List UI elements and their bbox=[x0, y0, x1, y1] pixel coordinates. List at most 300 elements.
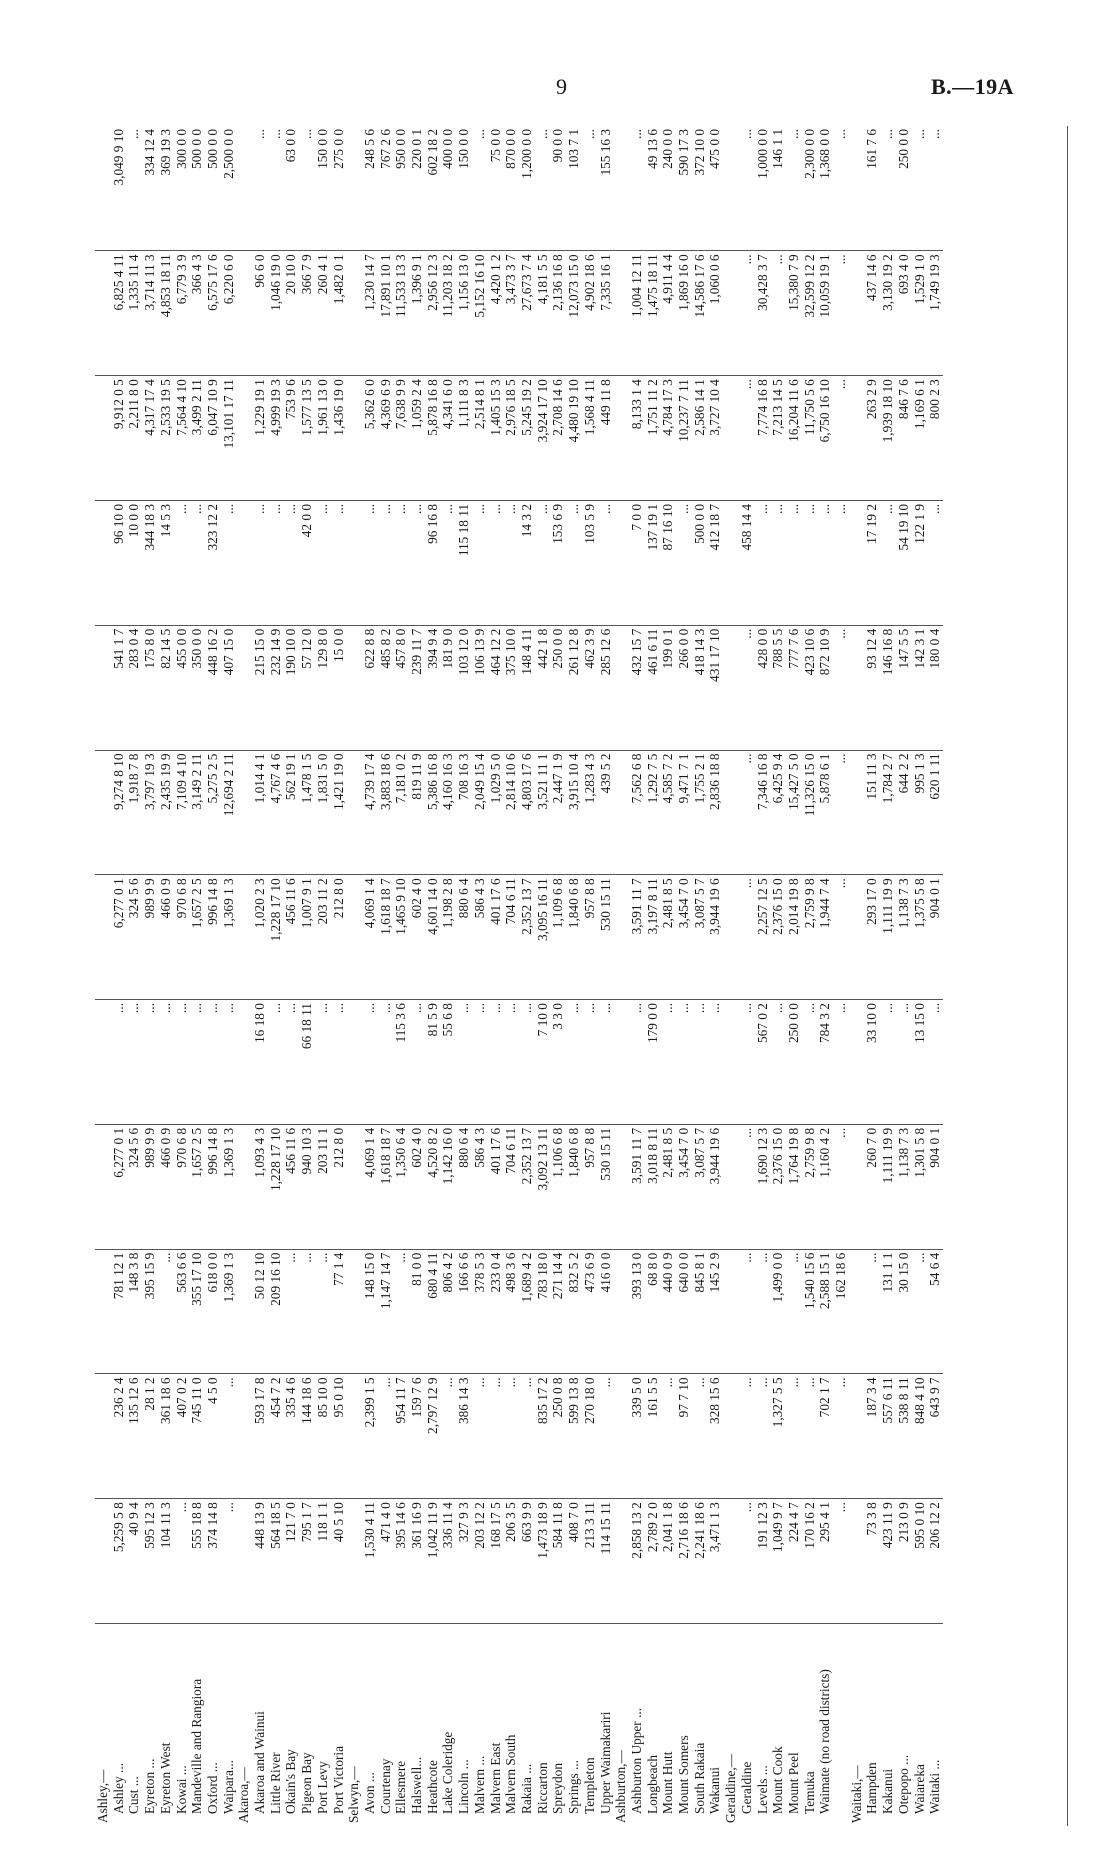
table-cell bbox=[849, 376, 865, 501]
table-row bbox=[707, 126, 723, 1826]
table-row bbox=[142, 126, 158, 1826]
table-cell: 2,976 18 5 bbox=[503, 376, 519, 501]
table-cell: 432 15 7 bbox=[629, 625, 645, 750]
district-name: Mandeville and Rangiora bbox=[189, 1678, 205, 1814]
table-cell: ... bbox=[503, 1374, 519, 1499]
table-cell: 602 4 0 bbox=[409, 875, 425, 1000]
table-cell: ... bbox=[739, 625, 755, 750]
table-cell: 440 0 9 bbox=[660, 1249, 676, 1374]
table-cell: ... bbox=[833, 875, 849, 1000]
table-cell: 704 6 11 bbox=[503, 875, 519, 1000]
district-name: Waimate (no road districts) bbox=[817, 1669, 833, 1814]
table-cell: 7,562 6 8 bbox=[629, 750, 645, 875]
table-row bbox=[488, 126, 504, 1826]
table-cell: 13 15 0 bbox=[912, 1000, 928, 1125]
table-cell: 250 0 0 bbox=[896, 126, 912, 251]
district-name bbox=[833, 1624, 849, 1827]
table-cell: ... bbox=[739, 1374, 755, 1499]
table-cell: 704 6 11 bbox=[503, 1124, 519, 1249]
table-row bbox=[174, 126, 190, 1826]
table-cell bbox=[95, 376, 111, 501]
table-cell bbox=[613, 750, 629, 875]
table-cell: ... bbox=[770, 500, 786, 625]
table-cell: 10 0 0 bbox=[126, 500, 142, 625]
table-cell: 745 11 0 bbox=[189, 1374, 205, 1499]
table-cell: 442 1 8 bbox=[535, 625, 551, 750]
table-cell: 103 7 1 bbox=[566, 126, 582, 251]
table-row bbox=[111, 126, 127, 1826]
district-name: Templeton bbox=[581, 1757, 597, 1814]
table-cell: 439 5 2 bbox=[598, 750, 614, 875]
table-cell: ... bbox=[221, 1499, 237, 1624]
table-cell: 530 15 11 bbox=[598, 1124, 614, 1249]
table-cell: 2,956 12 3 bbox=[425, 251, 441, 376]
table-cell: 374 14 8 bbox=[205, 1499, 221, 1624]
table-cell bbox=[346, 251, 362, 376]
table-cell: 75 0 0 bbox=[488, 126, 504, 251]
district-name: Ashburton,— bbox=[613, 1750, 629, 1823]
table-row bbox=[582, 126, 598, 1826]
table-cell: ... bbox=[221, 1000, 237, 1125]
table-cell: 250 0 8 bbox=[550, 1374, 566, 1499]
table-cell: 845 8 1 bbox=[692, 1249, 708, 1374]
district-name: Eyreton West bbox=[157, 1742, 173, 1814]
table-cell bbox=[346, 376, 362, 501]
table-cell: 1,060 0 6 bbox=[707, 251, 723, 376]
table-cell: 781 12 1 bbox=[111, 1249, 127, 1374]
table-cell: ... bbox=[755, 1249, 771, 1374]
table-cell: 3,944 19 6 bbox=[707, 1124, 723, 1249]
table-cell: 16 18 0 bbox=[252, 1000, 268, 1125]
table-cell: ... bbox=[786, 126, 802, 251]
table-cell: ... bbox=[283, 1249, 299, 1374]
table-cell bbox=[346, 875, 362, 1000]
district-name: Temuka bbox=[801, 1771, 817, 1814]
table-cell: ... bbox=[880, 1000, 896, 1125]
table-row bbox=[880, 126, 896, 1826]
table-cell: ... bbox=[252, 126, 268, 251]
table-cell: 1,540 15 6 bbox=[802, 1249, 818, 1374]
table-row bbox=[252, 126, 268, 1826]
table-cell bbox=[95, 1374, 111, 1499]
table-cell: 372 10 0 bbox=[692, 126, 708, 251]
table-cell: 1,169 6 1 bbox=[912, 376, 928, 501]
table-cell: 3,727 10 4 bbox=[707, 376, 723, 501]
table-cell: 957 8 8 bbox=[582, 1124, 598, 1249]
table-cell: 5,152 16 10 bbox=[472, 251, 488, 376]
table-cell: 593 17 8 bbox=[252, 1374, 268, 1499]
table-cell: ... bbox=[676, 1000, 692, 1125]
table-row bbox=[456, 126, 472, 1826]
table-cell: 103 5 9 bbox=[582, 500, 598, 625]
table-cell: 1,292 7 5 bbox=[645, 750, 661, 875]
table-cell: 1,327 5 5 bbox=[770, 1374, 786, 1499]
table-cell: 412 18 7 bbox=[707, 500, 723, 625]
table-row bbox=[425, 126, 441, 1826]
table-cell: 148 4 11 bbox=[519, 625, 535, 750]
table-cell: 42 0 0 bbox=[299, 500, 315, 625]
table-cell: 28 1 2 bbox=[142, 1374, 158, 1499]
table-cell: 4,341 6 0 bbox=[440, 376, 456, 501]
table-cell: 144 18 6 bbox=[299, 1374, 315, 1499]
table-cell: 97 7 10 bbox=[676, 1374, 692, 1499]
district-name: Lake Coleridge bbox=[440, 1731, 456, 1814]
table-cell: 1,396 9 1 bbox=[409, 251, 425, 376]
table-cell: ... bbox=[488, 1374, 504, 1499]
table-cell: 2,136 16 8 bbox=[550, 251, 566, 376]
table-cell: ... bbox=[378, 1000, 394, 1125]
table-cell: 4,069 1 4 bbox=[362, 875, 378, 1000]
group-header-row bbox=[236, 126, 252, 1826]
table-cell: ... bbox=[503, 1000, 519, 1125]
table-cell: ... bbox=[252, 500, 268, 625]
table-cell: 3,130 19 2 bbox=[880, 251, 896, 376]
table-cell: 806 4 2 bbox=[440, 1249, 456, 1374]
table-cell: ... bbox=[221, 1374, 237, 1499]
district-name: Ellesmere bbox=[393, 1760, 409, 1814]
table-cell: 2,376 15 0 bbox=[770, 1124, 786, 1249]
table-cell: 4,480 19 10 bbox=[566, 376, 582, 501]
table-cell: ... bbox=[315, 500, 331, 625]
table-cell: 162 18 6 bbox=[833, 1249, 849, 1374]
table-cell: 378 5 3 bbox=[472, 1249, 488, 1374]
table-cell: 2,814 10 6 bbox=[503, 750, 519, 875]
district-name: Port Victoria bbox=[330, 1745, 346, 1814]
table-cell: 57 12 0 bbox=[299, 625, 315, 750]
table-cell: 454 7 2 bbox=[268, 1374, 284, 1499]
table-row bbox=[833, 126, 849, 1826]
district-name: Springs ... bbox=[566, 1760, 582, 1814]
rotated-table-wrapper bbox=[95, 126, 1055, 1826]
table-cell: 96 16 8 bbox=[425, 500, 441, 625]
table-cell: 16,204 11 6 bbox=[786, 376, 802, 501]
table-cell bbox=[723, 1124, 739, 1249]
table-cell: 3,924 17 10 bbox=[535, 376, 551, 501]
table-cell: 2,352 13 7 bbox=[519, 875, 535, 1000]
table-cell: 142 3 1 bbox=[912, 625, 928, 750]
table-cell: 324 5 6 bbox=[126, 875, 142, 1000]
table-cell: 168 17 5 bbox=[488, 1499, 504, 1624]
table-cell: 17,891 10 1 bbox=[378, 251, 394, 376]
table-cell: 1,751 11 2 bbox=[645, 376, 661, 501]
table-cell: ... bbox=[739, 1499, 755, 1624]
table-cell: 848 4 10 bbox=[912, 1374, 928, 1499]
table-cell: 2,376 15 0 bbox=[770, 875, 786, 1000]
table-cell bbox=[849, 1249, 865, 1374]
table-cell: 1,369 1 3 bbox=[221, 1124, 237, 1249]
table-cell: ... bbox=[535, 500, 551, 625]
table-cell: 1,577 13 5 bbox=[299, 376, 315, 501]
table-cell: 8,133 1 4 bbox=[629, 376, 645, 501]
table-cell: 4,317 17 4 bbox=[142, 376, 158, 501]
table-cell bbox=[346, 500, 362, 625]
table-cell: ... bbox=[802, 500, 818, 625]
table-cell: 1,350 6 4 bbox=[393, 1124, 409, 1249]
table-cell: 393 13 0 bbox=[629, 1249, 645, 1374]
table-cell: 11,203 18 2 bbox=[440, 251, 456, 376]
table-cell: 191 12 3 bbox=[755, 1499, 771, 1624]
table-cell: 73 3 8 bbox=[864, 1499, 880, 1624]
table-cell: 5,259 5 8 bbox=[111, 1499, 127, 1624]
table-cell: 1,764 19 8 bbox=[786, 1124, 802, 1249]
table-row bbox=[598, 126, 614, 1826]
table-cell: 95 0 10 bbox=[331, 1374, 347, 1499]
table-cell: 240 0 0 bbox=[660, 126, 676, 251]
table-cell bbox=[613, 625, 629, 750]
table-cell bbox=[236, 1374, 252, 1499]
table-cell: 2,399 1 5 bbox=[362, 1374, 378, 1499]
table-cell: 14,586 17 6 bbox=[692, 251, 708, 376]
table-cell: 2,447 1 9 bbox=[550, 750, 566, 875]
table-cell bbox=[236, 126, 252, 251]
table-cell: 115 3 6 bbox=[393, 1000, 409, 1125]
district-name: Geraldine bbox=[738, 1761, 754, 1814]
table-cell: 166 6 6 bbox=[456, 1249, 472, 1374]
table-row bbox=[645, 126, 661, 1826]
table-cell: 783 18 0 bbox=[535, 1249, 551, 1374]
table-cell: ... bbox=[362, 500, 378, 625]
table-row bbox=[786, 126, 802, 1826]
table-cell: 428 0 0 bbox=[755, 625, 771, 750]
table-cell: 1,840 6 8 bbox=[566, 875, 582, 1000]
table-cell bbox=[849, 500, 865, 625]
table-cell: 118 1 1 bbox=[315, 1499, 331, 1624]
table-cell: 455 0 0 bbox=[174, 625, 190, 750]
table-cell: 250 0 0 bbox=[550, 625, 566, 750]
table-cell: 203 11 2 bbox=[315, 875, 331, 1000]
table-cell: 206 12 2 bbox=[927, 1499, 943, 1624]
table-cell: 989 9 9 bbox=[142, 1124, 158, 1249]
table-cell: 203 11 1 bbox=[315, 1124, 331, 1249]
table-row bbox=[912, 126, 928, 1826]
table-cell: ... bbox=[488, 1000, 504, 1125]
table-cell: 9,274 8 10 bbox=[111, 750, 127, 875]
table-cell: 2,041 1 8 bbox=[660, 1499, 676, 1624]
table-cell: 4,784 17 3 bbox=[660, 376, 676, 501]
table-cell: 2,588 15 1 bbox=[817, 1249, 833, 1374]
table-cell: ... bbox=[189, 500, 205, 625]
table-cell: 970 6 8 bbox=[174, 875, 190, 1000]
table-cell: 7,346 16 8 bbox=[755, 750, 771, 875]
table-cell: 3,473 3 7 bbox=[503, 251, 519, 376]
table-cell bbox=[613, 376, 629, 501]
table-cell: ... bbox=[174, 500, 190, 625]
table-cell: 2,014 19 8 bbox=[786, 875, 802, 1000]
table-cell: 1,301 5 8 bbox=[912, 1124, 928, 1249]
table-cell: 170 16 2 bbox=[802, 1499, 818, 1624]
table-cell bbox=[236, 1249, 252, 1374]
table-cell: ... bbox=[409, 1000, 425, 1125]
table-cell: 9,912 0 5 bbox=[111, 376, 127, 501]
table-cell: ... bbox=[221, 500, 237, 625]
table-cell: 4,853 18 11 bbox=[158, 251, 174, 376]
table-cell bbox=[849, 1374, 865, 1499]
table-cell: 7,335 16 1 bbox=[598, 251, 614, 376]
table-cell: 407 0 2 bbox=[174, 1374, 190, 1499]
table-cell bbox=[723, 625, 739, 750]
table-cell: 4,420 1 2 bbox=[488, 251, 504, 376]
table-cell: 2,241 18 6 bbox=[692, 1499, 708, 1624]
table-cell: 232 14 9 bbox=[268, 625, 284, 750]
table-cell: 6,277 0 1 bbox=[111, 875, 127, 1000]
table-cell: 394 9 4 bbox=[425, 625, 441, 750]
table-cell: 131 1 1 bbox=[880, 1249, 896, 1374]
district-name: Selwyn,— bbox=[346, 1766, 362, 1823]
table-cell: 475 0 0 bbox=[707, 126, 723, 251]
table-cell: 187 3 4 bbox=[864, 1374, 880, 1499]
table-cell: 562 19 1 bbox=[283, 750, 299, 875]
table-cell: 456 11 6 bbox=[283, 1124, 299, 1249]
table-cell: 261 12 8 bbox=[566, 625, 582, 750]
table-cell: 1,007 9 1 bbox=[299, 875, 315, 1000]
table-row bbox=[692, 126, 708, 1826]
table-cell: 1,529 1 0 bbox=[912, 251, 928, 376]
document-reference: B.—19A bbox=[930, 74, 1014, 99]
table-cell: 3,149 2 11 bbox=[189, 750, 205, 875]
district-name: Cust ... bbox=[126, 1776, 142, 1814]
table-cell: 473 6 9 bbox=[582, 1249, 598, 1374]
table-cell: 263 2 9 bbox=[864, 376, 880, 501]
table-cell: 7,181 0 2 bbox=[393, 750, 409, 875]
table-cell bbox=[236, 251, 252, 376]
table-cell: 1,939 18 10 bbox=[880, 376, 896, 501]
table-cell: 147 5 5 bbox=[896, 625, 912, 750]
table-cell: 1,405 15 3 bbox=[488, 376, 504, 501]
table-cell: 6,575 17 6 bbox=[205, 251, 221, 376]
table-cell: 10,237 7 11 bbox=[676, 376, 692, 501]
table-cell: 2,435 19 9 bbox=[158, 750, 174, 875]
table-row bbox=[676, 126, 692, 1826]
table-cell bbox=[849, 1124, 865, 1249]
table-cell bbox=[236, 875, 252, 1000]
table-cell: 4,739 17 4 bbox=[362, 750, 378, 875]
table-cell bbox=[236, 625, 252, 750]
table-body bbox=[95, 126, 943, 1826]
table-cell: ... bbox=[755, 500, 771, 625]
table-cell: 55 6 8 bbox=[440, 1000, 456, 1125]
table-cell: 1,473 18 9 bbox=[535, 1499, 551, 1624]
table-cell: 1,200 0 0 bbox=[519, 126, 535, 251]
table-cell: 361 16 9 bbox=[409, 1499, 425, 1624]
table-cell: 2,836 18 8 bbox=[707, 750, 723, 875]
table-cell: 3,092 13 11 bbox=[535, 1124, 551, 1249]
table-cell bbox=[346, 625, 362, 750]
district-name: Spreydon bbox=[550, 1763, 566, 1814]
table-cell: ... bbox=[488, 500, 504, 625]
group-header-row bbox=[95, 126, 111, 1826]
table-cell: 150 0 0 bbox=[315, 126, 331, 251]
table-cell: 416 0 0 bbox=[598, 1249, 614, 1374]
table-row bbox=[802, 126, 818, 1826]
table-cell: ... bbox=[598, 1374, 614, 1499]
table-cell: 457 8 0 bbox=[393, 625, 409, 750]
table-cell: ... bbox=[707, 1000, 723, 1125]
table-cell: 541 1 7 bbox=[111, 625, 127, 750]
table-cell: 1,106 6 8 bbox=[550, 1124, 566, 1249]
table-cell: 423 10 6 bbox=[802, 625, 818, 750]
table-cell: 7,109 4 10 bbox=[174, 750, 190, 875]
table-cell: 622 8 8 bbox=[362, 625, 378, 750]
table-cell: 7 10 0 bbox=[535, 1000, 551, 1125]
table-row bbox=[315, 126, 331, 1826]
table-cell: 181 9 0 bbox=[440, 625, 456, 750]
table-cell bbox=[723, 126, 739, 251]
district-name: Little River bbox=[267, 1752, 283, 1814]
table-cell: 3,018 8 11 bbox=[645, 1124, 661, 1249]
table-cell: 295 4 1 bbox=[817, 1499, 833, 1624]
table-cell bbox=[723, 1249, 739, 1374]
table-cell: 1,755 2 1 bbox=[692, 750, 708, 875]
table-cell: ... bbox=[739, 1124, 755, 1249]
district-name: Pigeon Bay bbox=[299, 1752, 315, 1814]
table-row bbox=[158, 126, 174, 1826]
table-cell: 870 0 0 bbox=[503, 126, 519, 251]
table-cell: ... bbox=[299, 1249, 315, 1374]
table-cell: ... bbox=[817, 500, 833, 625]
table-cell bbox=[613, 251, 629, 376]
table-cell: ... bbox=[739, 875, 755, 1000]
table-cell: ... bbox=[833, 750, 849, 875]
table-row bbox=[629, 126, 645, 1826]
table-cell: ... bbox=[503, 500, 519, 625]
table-cell: 564 18 5 bbox=[268, 1499, 284, 1624]
table-cell bbox=[95, 1000, 111, 1125]
table-cell bbox=[236, 750, 252, 875]
table-cell: 271 14 4 bbox=[550, 1249, 566, 1374]
table-cell: 14 3 2 bbox=[519, 500, 535, 625]
table-cell: 1,568 4 11 bbox=[582, 376, 598, 501]
table-row bbox=[503, 126, 519, 1826]
table-cell: 538 8 11 bbox=[896, 1374, 912, 1499]
table-row bbox=[189, 126, 205, 1826]
table-cell: 159 7 6 bbox=[409, 1374, 425, 1499]
district-name: Oxford ... bbox=[204, 1762, 220, 1814]
table-cell bbox=[849, 1499, 865, 1624]
table-row bbox=[126, 126, 142, 1826]
table-cell: 148 3 8 bbox=[126, 1249, 142, 1374]
table-cell: 93 12 4 bbox=[864, 625, 880, 750]
table-cell: 2,481 8 5 bbox=[660, 1124, 676, 1249]
district-name: Okain's Bay bbox=[283, 1749, 299, 1814]
table-cell: 179 0 0 bbox=[645, 1000, 661, 1125]
table-cell: ... bbox=[519, 1374, 535, 1499]
table-cell bbox=[723, 875, 739, 1000]
table-cell: ... bbox=[629, 1000, 645, 1125]
table-row bbox=[550, 126, 566, 1826]
table-cell: 339 5 0 bbox=[629, 1374, 645, 1499]
table-cell: 485 8 2 bbox=[378, 625, 394, 750]
table-cell: 1,369 1 3 bbox=[221, 875, 237, 1000]
table-cell: 431 17 10 bbox=[707, 625, 723, 750]
table-cell: 6,750 16 10 bbox=[817, 376, 833, 501]
table-cell: 400 0 0 bbox=[440, 126, 456, 251]
table-cell: 4,767 4 6 bbox=[268, 750, 284, 875]
table-row bbox=[896, 126, 912, 1826]
table-cell: ... bbox=[472, 1000, 488, 1125]
table-row bbox=[393, 126, 409, 1826]
table-cell: ... bbox=[692, 1374, 708, 1499]
table-cell: ... bbox=[582, 1000, 598, 1125]
table-cell: 466 0 9 bbox=[158, 875, 174, 1000]
table-cell: 1,475 18 11 bbox=[645, 251, 661, 376]
table-cell: 940 10 3 bbox=[299, 1124, 315, 1249]
table-cell: 401 17 6 bbox=[488, 875, 504, 1000]
table-cell: 4,999 19 3 bbox=[268, 376, 284, 501]
table-cell: 77 1 4 bbox=[331, 1249, 347, 1374]
district-name: Longbeach bbox=[644, 1754, 660, 1814]
table-cell: ... bbox=[786, 1374, 802, 1499]
table-cell: 3,471 1 3 bbox=[707, 1499, 723, 1624]
